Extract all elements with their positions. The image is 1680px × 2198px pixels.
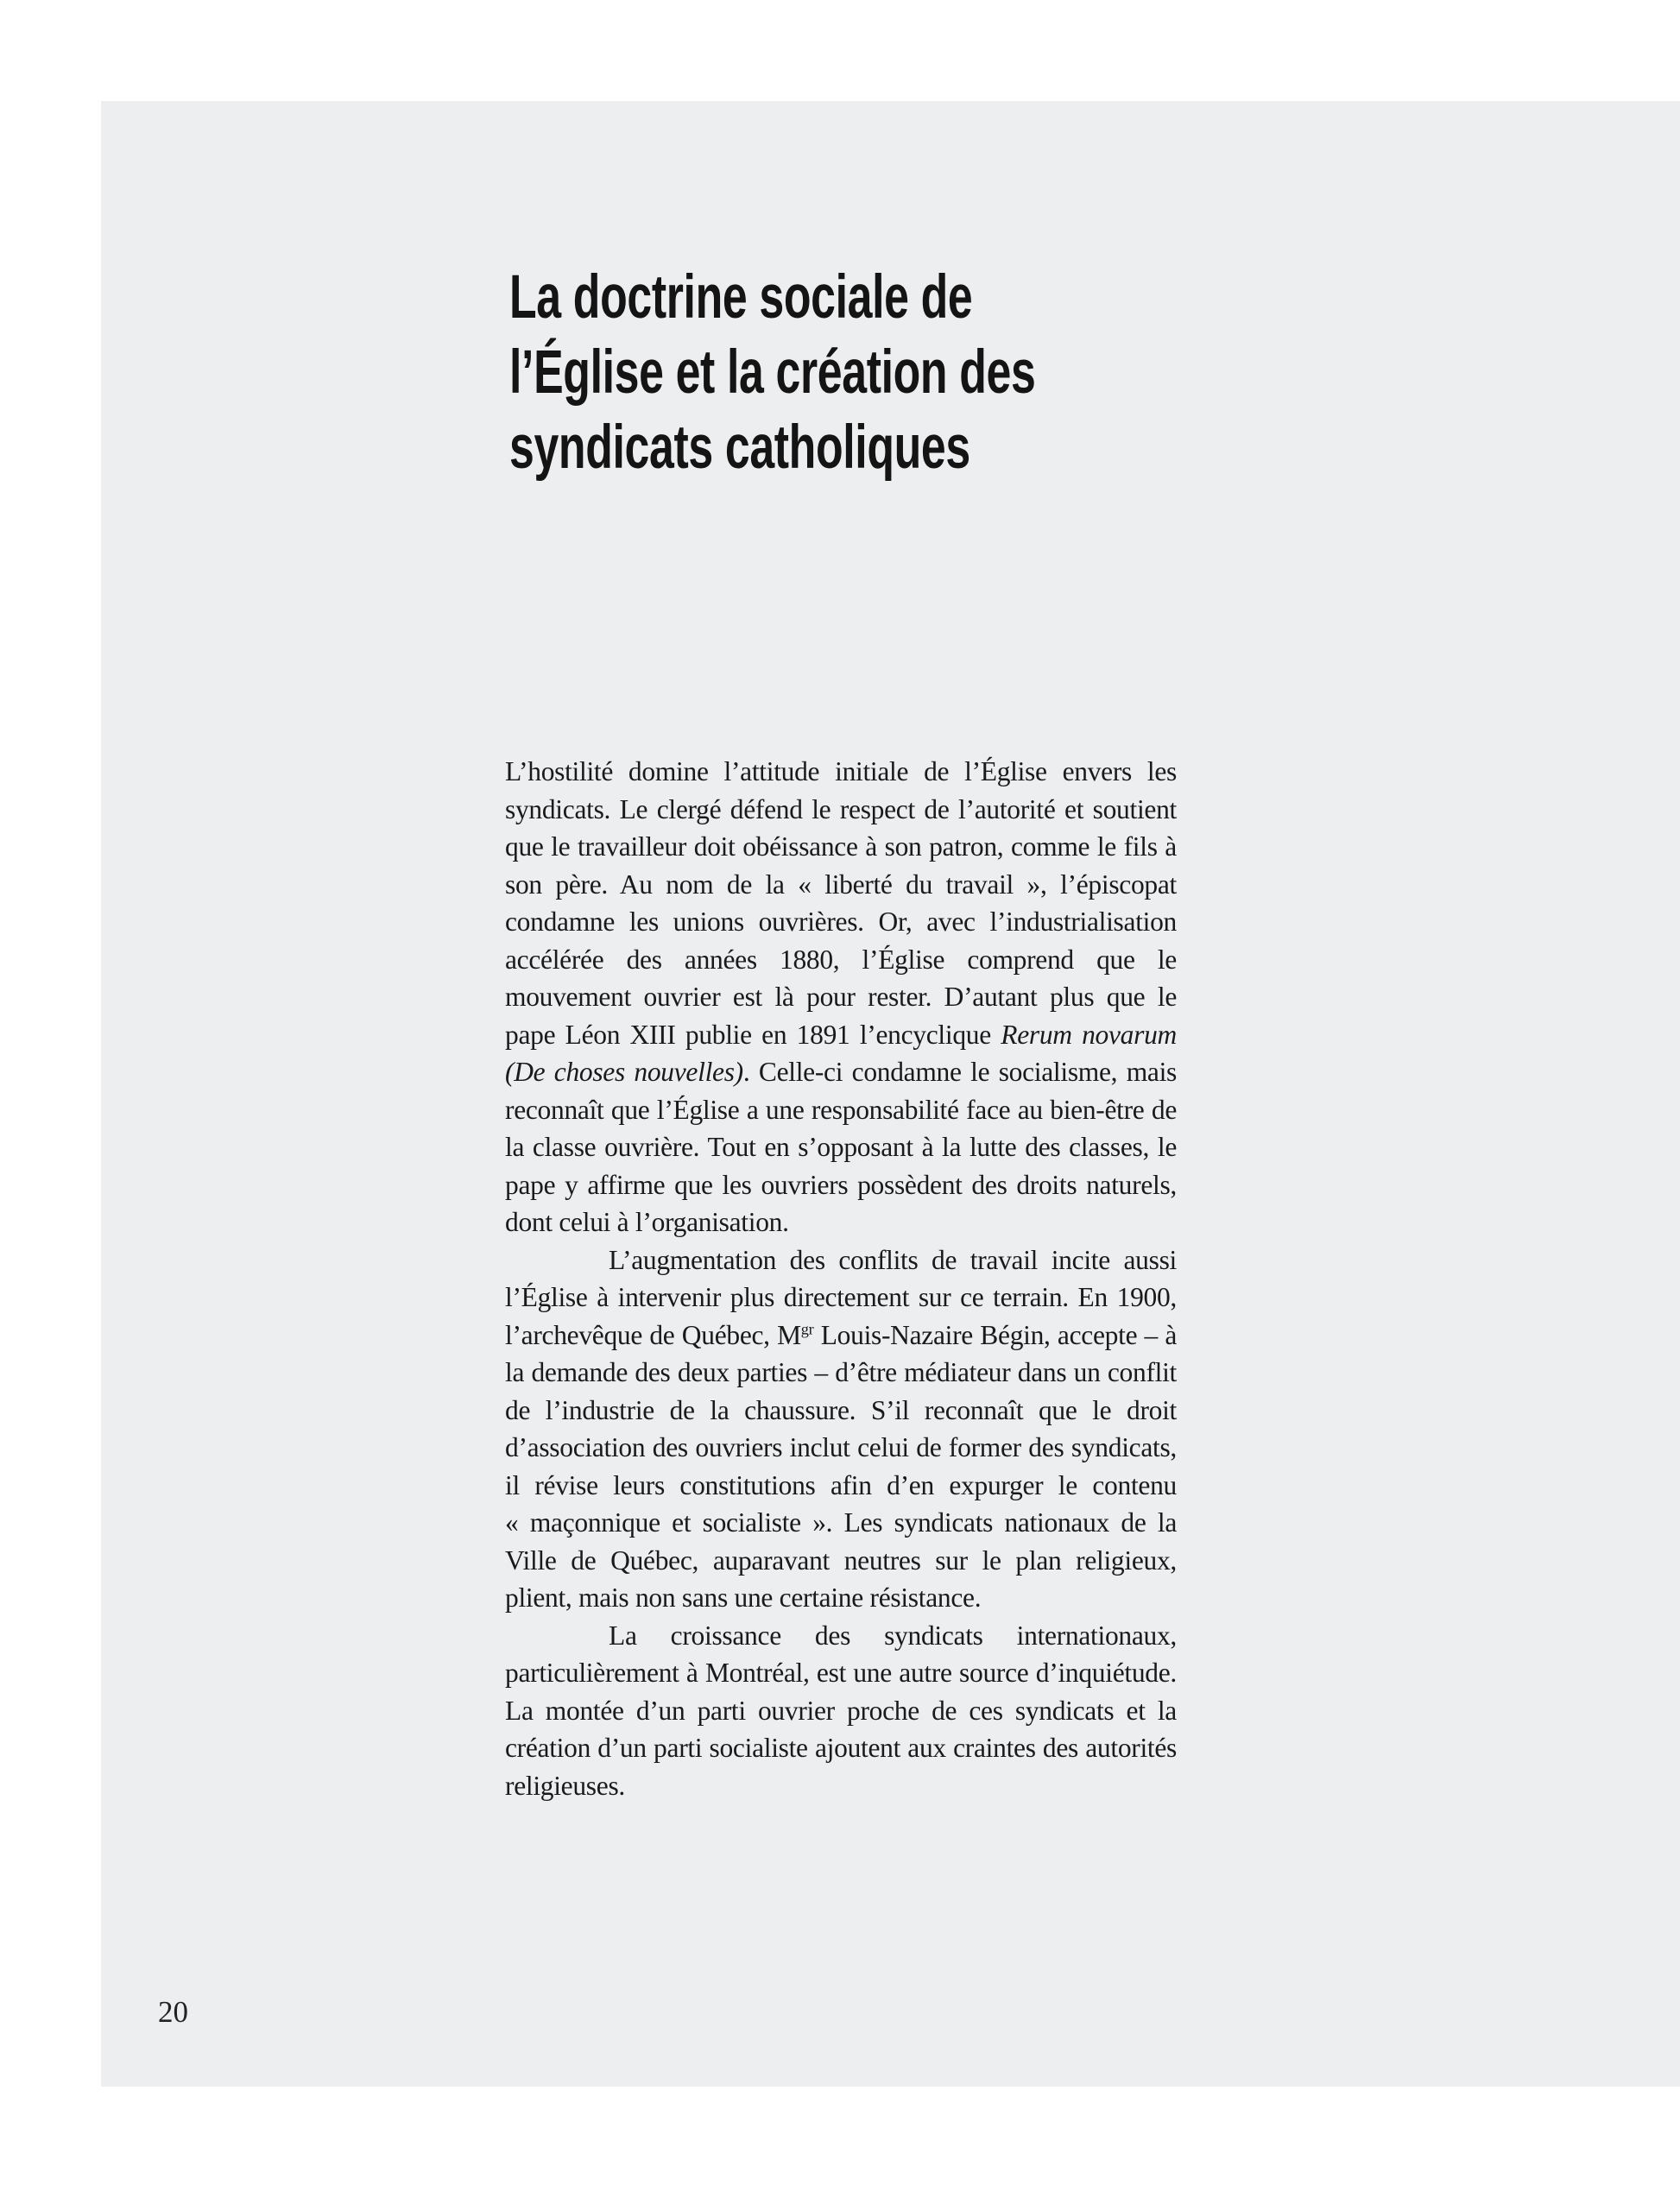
chapter-title-line-3: syndicats catholiques [509, 414, 970, 482]
text-run: L’hostilité domine l’attitude initiale de l’Église envers les syndicats. Le clergé défend le respect de l’autorité et soutient que le travailleur doit obéissance à son patron, comme le fils à son père. Au nom de la « liberté du travail », l’épiscopat condamne les unions ouvrières. Or, avec l’industrialisation accélérée des années 1880, l’Église comprend que le mouvement ouvrier est là pour rester. D’autant plus que le pape Léon XIII publie en 1891 l’encyclique [505, 756, 1177, 1050]
paragraph [505, 1617, 1177, 1805]
chapter-title-line-1: La doctrine sociale de [509, 263, 973, 332]
chapter-title [509, 260, 1035, 485]
superscript-text: gr [800, 1320, 814, 1337]
paragraph [505, 1241, 1177, 1617]
paragraph [505, 753, 1177, 1241]
text-run: La croissance des syndicats internationaux, particulièrement à Montréal, est une autre source d’inquiétude. La montée d’un parti ouvrier proche de ces syndicats et la création d’un parti socialiste ajoutent aux craintes des autorités religieuses. [505, 1620, 1177, 1801]
body-text [505, 753, 1177, 1804]
text-run: . Celle-ci condamne le socialisme, mais reconnaît que l’Église a une responsabilité face au bien-être de la classe ouvrière. Tout en s’opposant à la lutte des classes, le pape y affirme que les ouvriers possèdent des droits naturels, dont celui à l’organisation. [505, 1057, 1177, 1237]
book-page [101, 101, 1680, 2087]
italic-text: Rerum novarum (De choses nouvelles) [505, 1019, 1177, 1087]
page-number: 20 [158, 1995, 188, 2029]
text-run: Louis-Nazaire Bégin, accepte – à la demande des deux parties – d’être médiateur dans un conflit de l’industrie de la chaussure. S’il reconnaît que le droit d’association des ouvriers inclut celui de former des syndicats, il révise leurs constitutions afin d’en expurger le contenu « maçonnique et socialiste ». Les syndicats nationaux de la Ville de Québec, auparavant neutres sur le plan religieux, plient, mais non sans une certaine résistance. [505, 1319, 1178, 1613]
text-run: L’augmentation des conflits de travail incite aussi l’Église à intervenir plus directement sur ce terrain. En 1900, l’archevêque de Québec, M [505, 1244, 1177, 1350]
chapter-title-line-2: l’Église et la création des [509, 338, 1036, 407]
